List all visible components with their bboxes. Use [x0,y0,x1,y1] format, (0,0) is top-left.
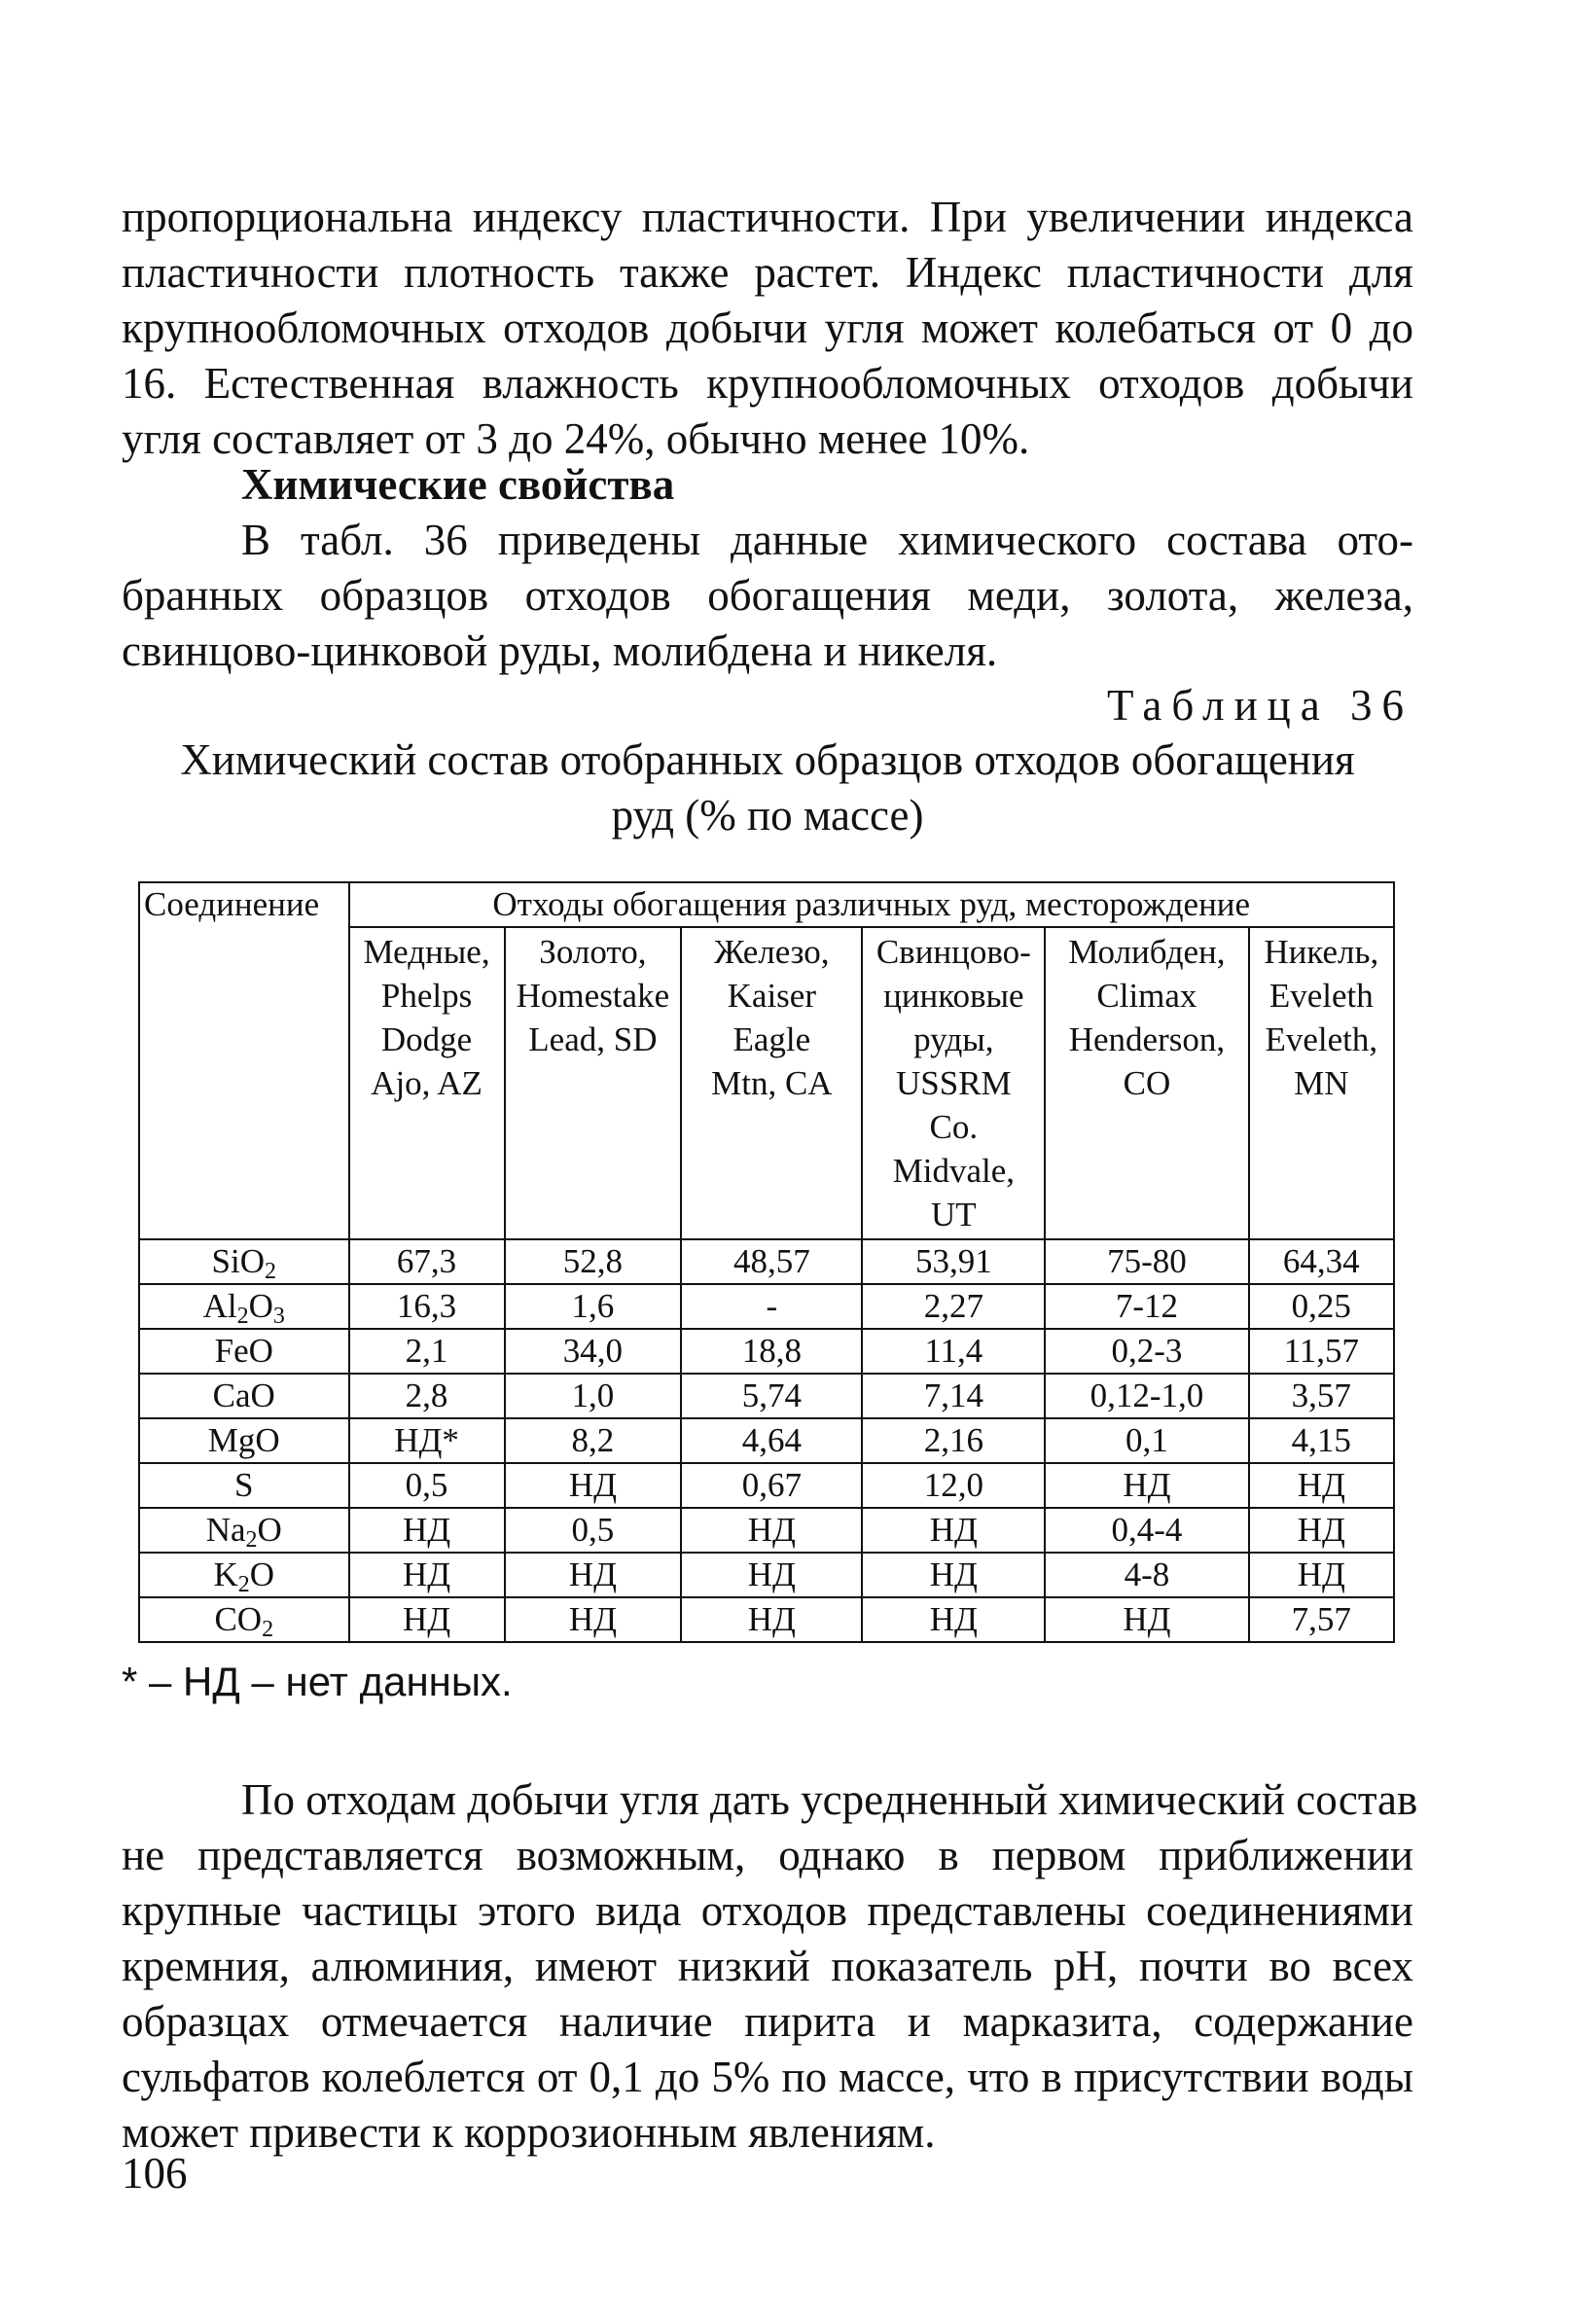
header-line: Kaiser [727,977,816,1015]
header-line: Ajo, AZ [371,1064,482,1102]
value-cell: 2,16 [862,1418,1045,1463]
value-cell: НД [349,1553,505,1597]
deposit-column-header [862,927,1045,1239]
table-footnote: * – НД – нет данных. [122,1659,513,1704]
header-line: USSRM [896,1064,1012,1102]
text-line: угля составляет от 3 до 24%, обычно менее 10%. [122,414,1030,463]
formula-subscript: 2 [236,1304,249,1329]
value-cell: НД [1249,1508,1394,1553]
page-number: 106 [122,2149,188,2198]
paragraph-coal-waste [122,1772,1418,2161]
header-line: Phelps [380,977,473,1015]
header-line: MN [1294,1064,1349,1102]
value-cell: НД [681,1553,862,1597]
table-row [139,1553,1394,1597]
header-line: Climax [1096,977,1197,1015]
text-line: свинцово-цинковой руды, молибдена и никеля. [122,626,998,675]
value-cell: НД [681,1597,862,1642]
formula-text: O [249,1555,275,1593]
value-cell: НД [349,1508,505,1553]
text-line: пропорциональна индексу пластичности. При увеличении индекса [122,193,1413,241]
formula-text: Na [205,1511,246,1549]
value-cell: 0,12-1,0 [1045,1374,1248,1418]
deposit-column-header [1249,927,1394,1239]
value-cell: - [681,1284,862,1329]
header-line: Homestake [516,977,670,1015]
value-cell: НД [1045,1463,1248,1508]
compound-cell [139,1597,349,1642]
value-cell: 12,0 [862,1463,1045,1508]
section-heading: Химические свойства [241,460,675,509]
text-line: пластичности плотность также растет. Индекс пластичности для [122,248,1413,297]
deposit-column-header [681,927,862,1239]
header-line: Lead, SD [528,1020,658,1058]
value-cell: НД [1045,1597,1248,1642]
table-row [139,1597,1394,1642]
value-cell: 34,0 [505,1329,682,1374]
header-line: руды, [913,1020,994,1058]
value-cell: 7,14 [862,1374,1045,1418]
table-row [139,1508,1394,1553]
header-line: Dodge [380,1020,473,1058]
header-line: Молибден, [1068,933,1226,971]
compound-cell [139,1463,349,1508]
header-line: Midvale, [892,1152,1016,1190]
value-cell: НД [1249,1553,1394,1597]
compound-cell [139,1553,349,1597]
value-cell: 0,5 [505,1508,682,1553]
value-cell: 0,4-4 [1045,1508,1248,1553]
formula-text: CaO [212,1377,275,1414]
header-line: Eveleth [1268,977,1374,1015]
value-cell: НД [1249,1463,1394,1508]
value-cell: 7,57 [1249,1597,1394,1642]
value-cell: 0,1 [1045,1418,1248,1463]
value-cell: НД [862,1553,1045,1597]
value-cell: НД [349,1597,505,1642]
compound-cell [139,1418,349,1463]
value-cell: 53,91 [862,1239,1045,1284]
text-line: 16. Естественная влажность крупнообломочных отходов добычи [122,359,1413,408]
table-label: Таблица 36 [1107,681,1413,730]
paragraph-physical-properties [122,190,1413,467]
header-line: Никель, [1264,933,1379,971]
header-line: цинковые [883,977,1024,1015]
compound-cell [139,1239,349,1284]
value-cell: 52,8 [505,1239,682,1284]
text-line: бранных образцов отходов обогащения меди, золота, железа, [122,571,1413,620]
formula-text: O [257,1511,282,1549]
formula-subscript: 2 [262,1617,274,1642]
table-row [139,1239,1394,1284]
value-cell: НД [681,1508,862,1553]
value-cell: НД [862,1508,1045,1553]
value-cell: 0,2-3 [1045,1329,1248,1374]
header-line: Eagle [732,1020,811,1058]
value-cell: 1,0 [505,1374,682,1418]
value-cell: 0,25 [1249,1284,1394,1329]
compound-column-header: Соединение [139,882,349,1239]
value-cell: 67,3 [349,1239,505,1284]
value-cell: 3,57 [1249,1374,1394,1418]
table-row [139,1329,1394,1374]
table-caption [122,733,1413,843]
formula-text: SiO [211,1242,265,1280]
text-line: может привести к коррозионным явлениям. [122,2108,936,2157]
text-line: В табл. 36 приведены данные химического состава ото- [241,516,1413,564]
value-cell: НД [505,1597,682,1642]
deposit-column-header [349,927,505,1239]
compound-cell [139,1329,349,1374]
value-cell: 1,6 [505,1284,682,1329]
header-line: Co. [929,1108,979,1146]
value-cell: 7-12 [1045,1284,1248,1329]
formula-subscript: 2 [245,1527,258,1553]
value-cell: 48,57 [681,1239,862,1284]
text-line: образцах отмечается наличие пирита и марказита, содержание [122,1997,1413,2046]
value-cell: НД [505,1463,682,1508]
formula-text: MgO [207,1421,280,1459]
group-column-header: Отходы обогащения различных руд, месторождение [349,882,1395,927]
compound-cell [139,1284,349,1329]
formula-text: CO [214,1600,263,1638]
value-cell: 2,1 [349,1329,505,1374]
value-cell: НД [862,1597,1045,1642]
header-line: Mtn, CA [711,1064,833,1102]
chemical-composition-table [138,881,1395,1643]
text-line: крупные частицы этого вида отходов представлены соединениями [122,1886,1413,1935]
compound-cell [139,1374,349,1418]
value-cell: 2,8 [349,1374,505,1418]
text-line: кремния, алюминия, имеют низкий показатель pH, почти во всех [122,1942,1413,1990]
value-cell: 5,74 [681,1374,862,1418]
table-row [139,1374,1394,1418]
value-cell: НД [505,1553,682,1597]
header-line: CO [1123,1064,1171,1102]
caption-line: руд (% по массе) [611,791,924,840]
value-cell: 4,64 [681,1418,862,1463]
deposit-column-header [505,927,682,1239]
caption-line: Химический состав отобранных образцов отходов обогащения [180,735,1355,784]
table-row [139,1418,1394,1463]
text-line: крупнообломочных отходов добычи угля может колебаться от 0 до [122,304,1413,352]
formula-text: Al [202,1287,237,1325]
header-line: Henderson, [1068,1020,1226,1058]
formula-text: FeO [214,1332,273,1370]
header-line: Железо, [714,933,830,971]
formula-text: S [234,1466,254,1504]
header-line: Eveleth, [1265,1020,1378,1058]
text-line: По отходам добычи угля дать усредненный химический состав [241,1775,1418,1824]
header-line: UT [931,1196,977,1234]
value-cell: 0,5 [349,1463,505,1508]
value-cell: НД* [349,1418,505,1463]
header-line: Золото, [539,933,647,971]
table-row [139,1284,1394,1329]
table-row [139,1463,1394,1508]
value-cell: 75-80 [1045,1239,1248,1284]
formula-text: O [248,1287,273,1325]
formula-subscript: 2 [264,1259,276,1284]
value-cell: 64,34 [1249,1239,1394,1284]
value-cell: 8,2 [505,1418,682,1463]
header-line: Свинцово- [875,933,1031,971]
value-cell: 11,4 [862,1329,1045,1374]
deposit-column-header [1045,927,1248,1239]
header-line: Медные, [363,933,490,971]
text-line: не представляется возможным, однако в первом приближении [122,1831,1413,1879]
text-line: сульфатов колеблется от 0,1 до 5% по массе, что в присутствии воды [122,2053,1413,2101]
value-cell: 4,15 [1249,1418,1394,1463]
formula-subscript: 2 [237,1572,250,1597]
value-cell: 18,8 [681,1329,862,1374]
value-cell: 16,3 [349,1284,505,1329]
value-cell: 0,67 [681,1463,862,1508]
value-cell: 4-8 [1045,1553,1248,1597]
paragraph-table-intro [122,513,1413,679]
compound-cell [139,1508,349,1553]
formula-subscript: 3 [272,1304,285,1329]
value-cell: 2,27 [862,1284,1045,1329]
formula-text: K [213,1555,238,1593]
value-cell: 11,57 [1249,1329,1394,1374]
